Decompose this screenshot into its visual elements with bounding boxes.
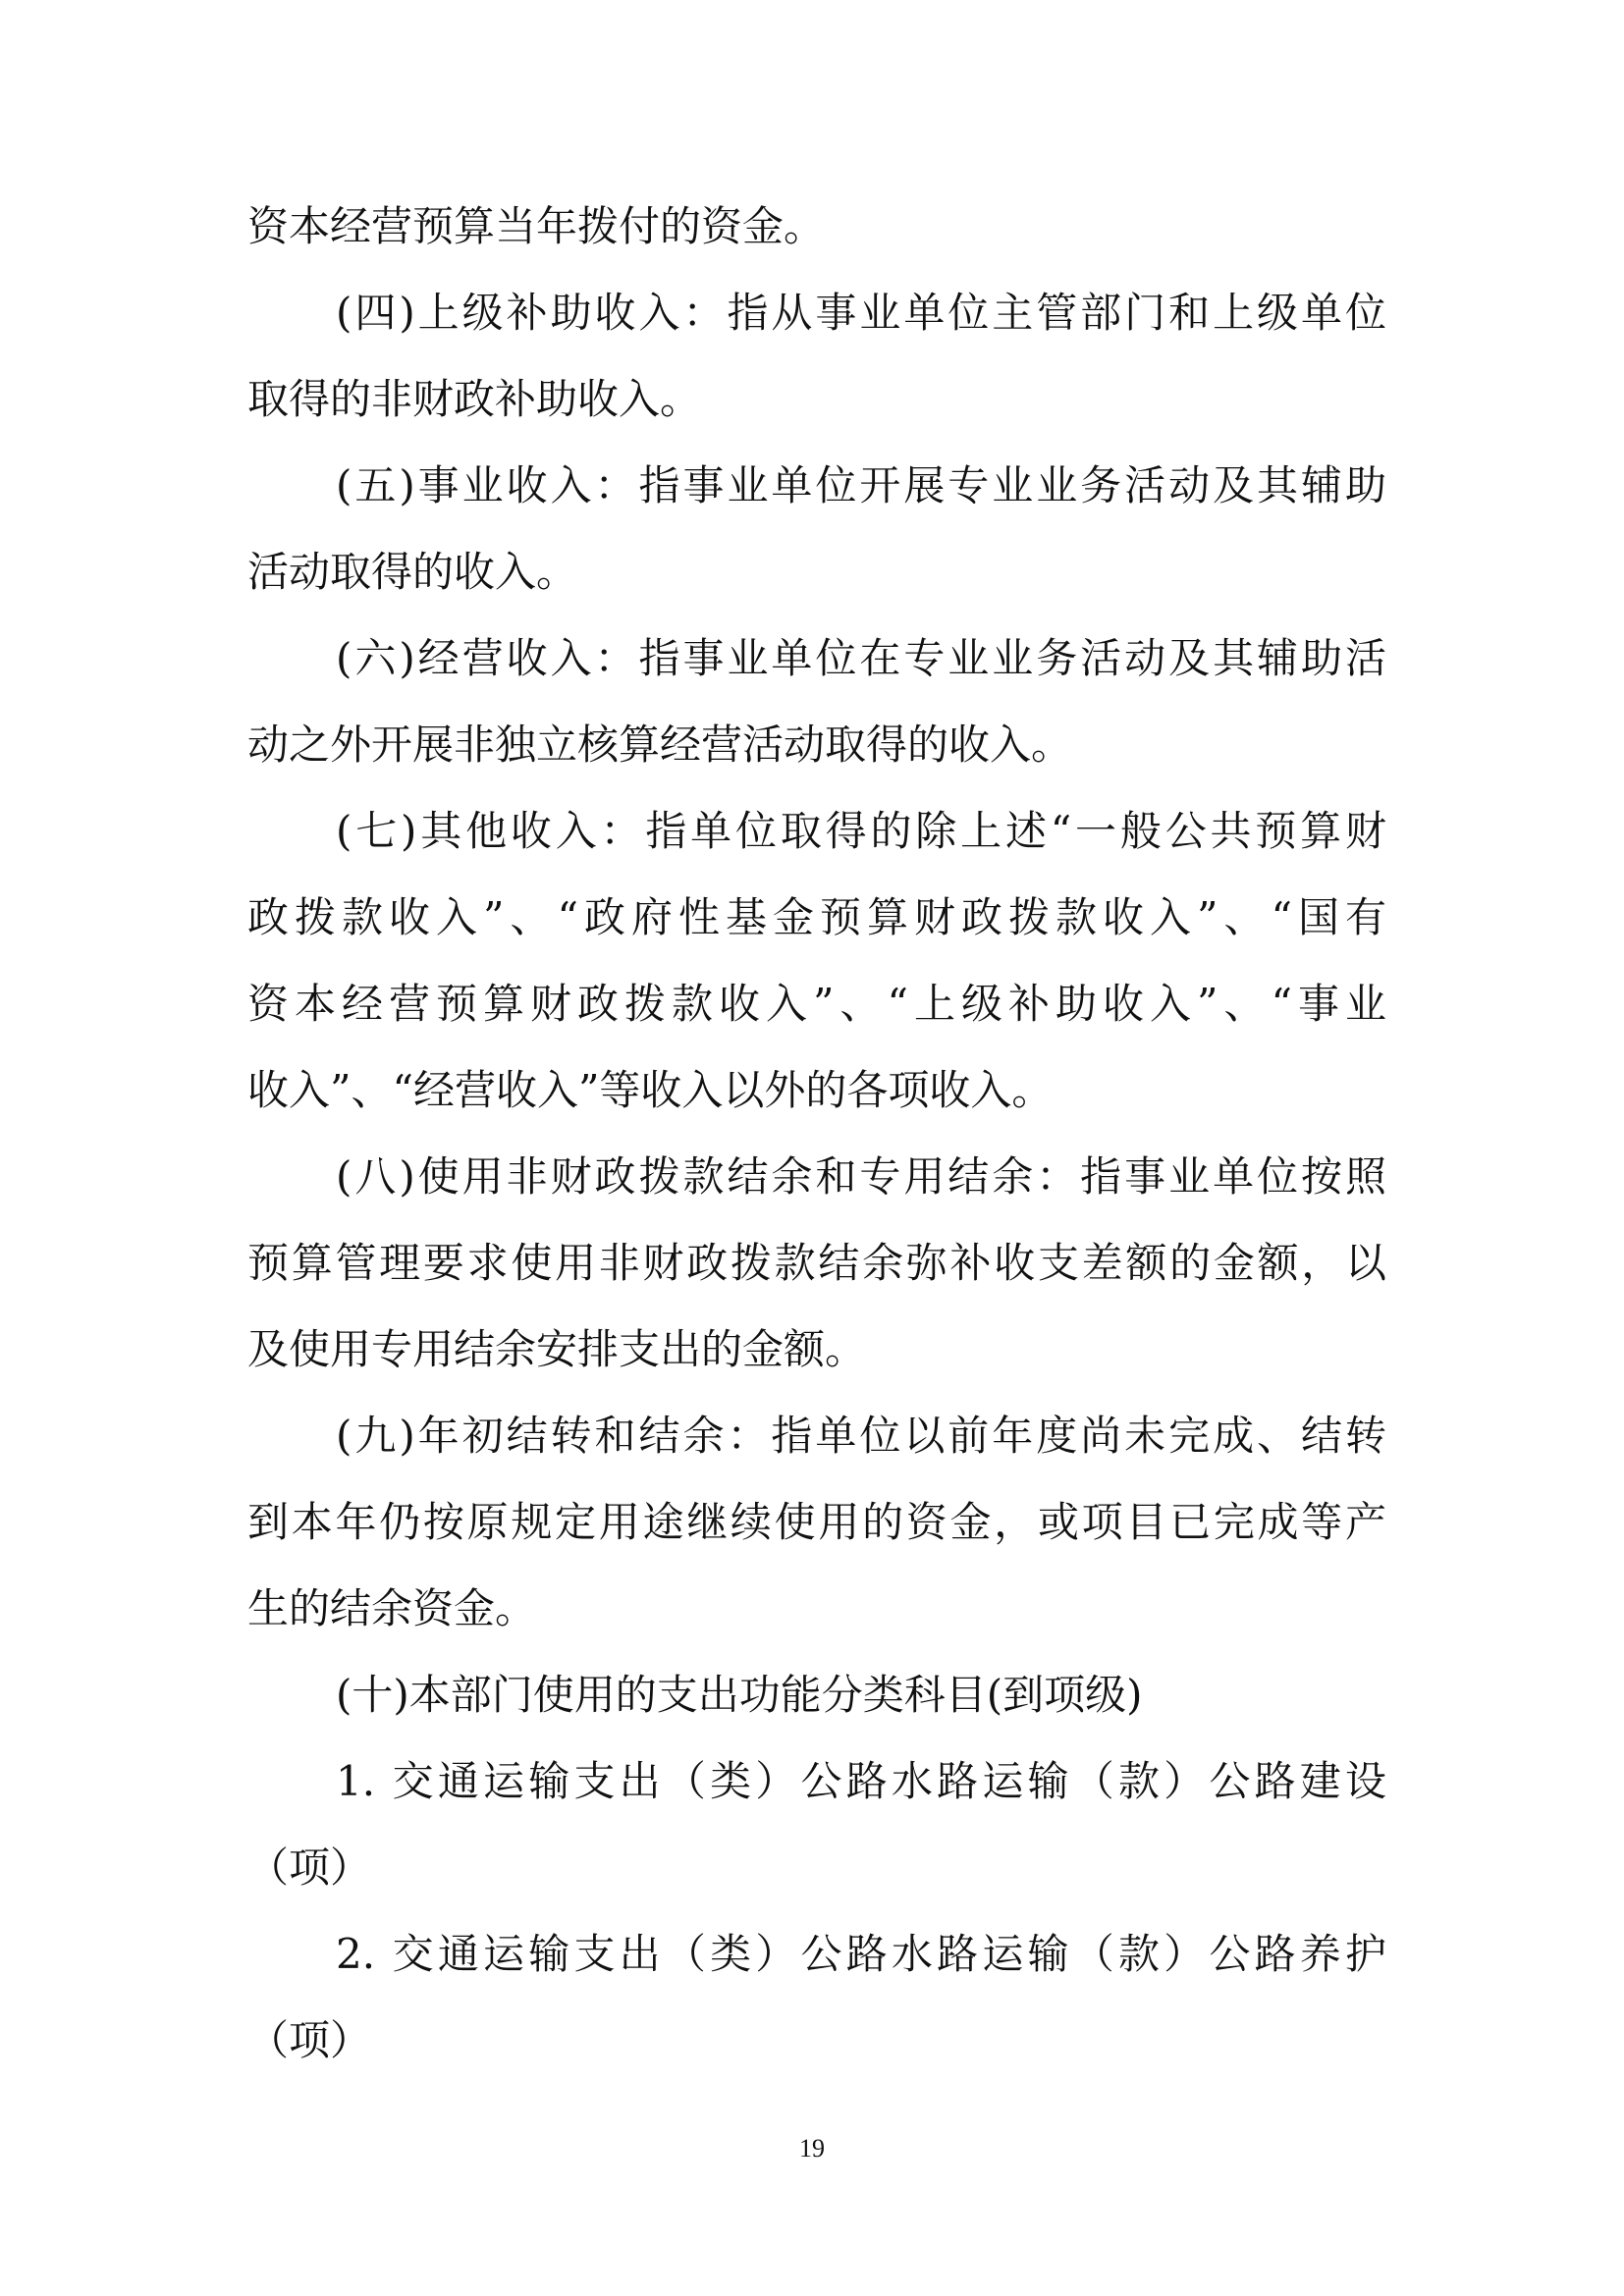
paragraph-line: 政拨款收入”、“政府性基金预算财政拨款收入”、“国有	[247, 893, 1386, 941]
paragraph-line: (九)年初结转和结余：指单位以前年度尚未完成、结转	[336, 1412, 1386, 1460]
paragraph-line: 收入”、“经营收入”等收入以外的各项收入。	[247, 1066, 1054, 1114]
list-item-continuation: （项）	[247, 2016, 372, 2064]
paragraph-line: 资本经营预算当年拨付的资金。	[247, 202, 826, 250]
paragraph-line: 预算管理要求使用非财政拨款结余弥补收支差额的金额，以	[247, 1239, 1386, 1287]
paragraph-line: 生的结余资金。	[247, 1584, 537, 1632]
paragraph-line: 及使用专用结余安排支出的金额。	[247, 1325, 867, 1373]
page-number: 19	[799, 2134, 825, 2163]
paragraph-line: 动之外开展非独立核算经营活动取得的收入。	[247, 721, 1073, 769]
paragraph-line: (八)使用非财政拨款结余和专用结余：指事业单位按照	[336, 1152, 1386, 1201]
paragraph-line: (六)经营收入：指事业单位在专业业务活动及其辅助活	[336, 634, 1386, 682]
paragraph-line: (四)上级补助收入：指从事业单位主管部门和上级单位	[336, 289, 1386, 337]
paragraph-line: 资本经营预算财政拨款收入”、“上级补助收入”、“事业	[247, 980, 1386, 1028]
paragraph-line: (五)事业收入：指事业单位开展专业业务活动及其辅助	[336, 461, 1386, 509]
section-heading: (十)本部门使用的支出功能分类科目(到项级)	[336, 1671, 1143, 1719]
list-item-continuation: （项）	[247, 1843, 372, 1892]
paragraph-line: 活动取得的收入。	[247, 548, 578, 596]
list-item: 2. 交通运输支出（类）公路水路运输（款）公路养护	[336, 1930, 1386, 1978]
list-item: 1. 交通运输支出（类）公路水路运输（款）公路建设	[336, 1757, 1386, 1805]
paragraph-line: (七)其他收入：指单位取得的除上述“一般公共预算财	[336, 807, 1386, 855]
paragraph-line: 到本年仍按原规定用途继续使用的资金，或项目已完成等产	[247, 1498, 1386, 1546]
paragraph-line: 取得的非财政补助收入。	[247, 375, 702, 423]
